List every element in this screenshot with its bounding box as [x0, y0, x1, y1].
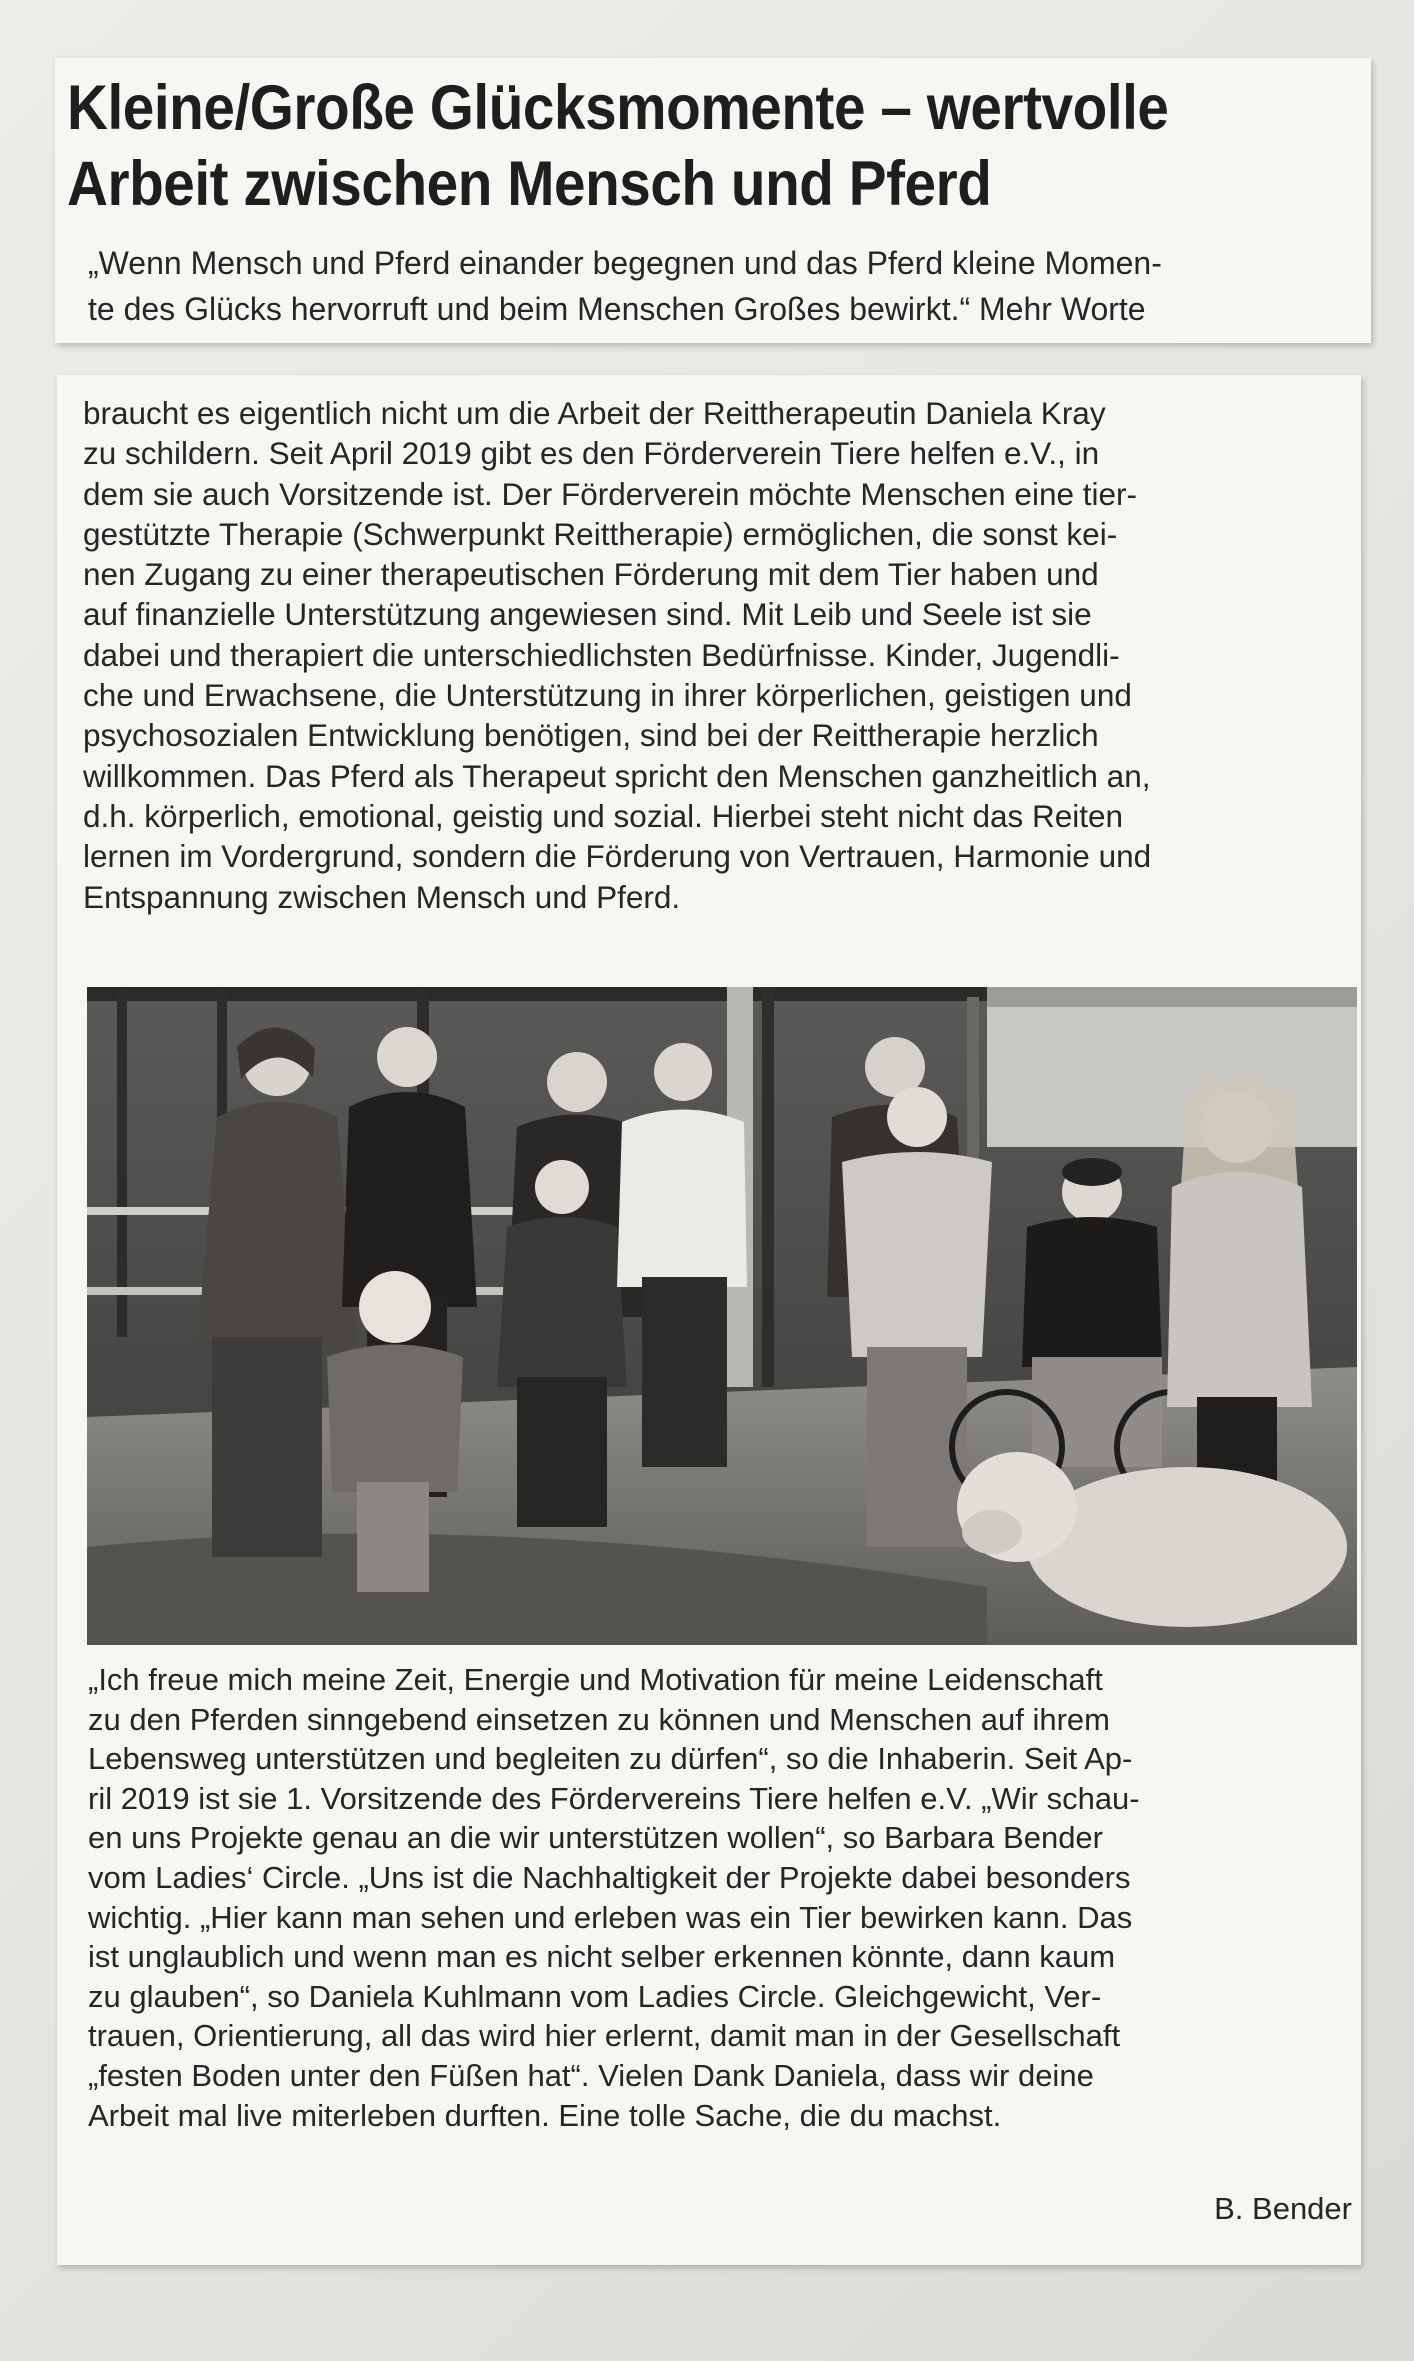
article-body-part-1 [83, 393, 1353, 917]
body-line: willkommen. Das Pferd als Therapeut spricht den Menschen ganzheitlich an, [83, 757, 1151, 794]
body-line: lernen im Vordergrund, sondern die Förderung von Vertrauen, Harmonie und [83, 838, 1152, 875]
body-line: ist unglaublich und wenn man es nicht selber erkennen könnte, dann kaum [88, 1939, 1116, 1975]
body-line: zu den Pferden sinngebend einsetzen zu können und Menschen auf ihrem [88, 1701, 1110, 1737]
body-line: dabei und therapiert die unterschiedlichsten Bedürfnisse. Kinder, Jugendli- [83, 636, 1120, 673]
article-intro [88, 240, 1350, 332]
body-line: auf finanzielle Unterstützung angewiesen sind. Mit Leib und Seele ist sie [83, 596, 1092, 633]
body-line: che und Erwachsene, die Unterstützung in ihrer körperlichen, geistigen und [83, 677, 1132, 714]
intro-line: te des Glücks hervorruft und beim Menschen Großes bewirkt.“ Mehr Worte [88, 291, 1146, 327]
author-signature: B. Bender [1214, 2191, 1352, 2226]
body-line: nen Zugang zu einer therapeutischen Förderung mit dem Tier haben und [83, 556, 1099, 593]
body-line: dem sie auch Vorsitzende ist. Der Förderverein möchte Menschen eine tier- [83, 475, 1137, 512]
body-line: wichtig. „Hier kann man sehen und erleben was ein Tier bewirken kann. Das [88, 1899, 1133, 1935]
article-headline [67, 70, 1219, 222]
body-line: Arbeit mal live miterleben durften. Eine tolle Sache, die du machst. [88, 2097, 1002, 2133]
body-line: d.h. körperlich, emotional, geistig und sozial. Hierbei steht nicht das Reiten [83, 797, 1124, 834]
intro-line: „Wenn Mensch und Pferd einander begegnen und das Pferd kleine Momen- [88, 245, 1162, 281]
body-line: Entspannung zwischen Mensch und Pferd. [83, 878, 681, 915]
headline-line-2: Arbeit zwischen Mensch und Pferd [67, 149, 992, 219]
body-line: en uns Projekte genau an die wir unterstützen wollen“, so Barbara Bender [88, 1820, 1103, 1856]
group-photo [87, 987, 1357, 1645]
body-line: zu glauben“, so Daniela Kuhlmann vom Ladies Circle. Gleichgewicht, Ver- [88, 1978, 1102, 2014]
article-body-part-2 [88, 1660, 1350, 2135]
body-line: ril 2019 ist sie 1. Vorsitzende des Fördervereins Tiere helfen e.V. „Wir schau- [88, 1780, 1140, 1816]
body-line: gestützte Therapie (Schwerpunkt Reittherapie) ermöglichen, die sonst kei- [83, 515, 1118, 552]
body-line: trauen, Orientierung, all das wird hier erlernt, damit man in der Gesellschaft [88, 2018, 1121, 2054]
body-line: vom Ladies‘ Circle. „Uns ist die Nachhaltigkeit der Projekte dabei besonders [88, 1859, 1131, 1895]
body-line: „Ich freue mich meine Zeit, Energie und Motivation für meine Leidenschaft [88, 1662, 1103, 1697]
body-line: zu schildern. Seit April 2019 gibt es den Förderverein Tiere helfen e.V., in [83, 435, 1100, 472]
body-line: „festen Boden unter den Füßen hat“. Vielen Dank Daniela, dass wir deine [88, 2057, 1094, 2093]
body-line: psychosozialen Entwicklung benötigen, sind bei der Reittherapie herzlich [83, 717, 1099, 754]
body-line: Lebensweg unterstützen und begleiten zu dürfen“, so die Inhaberin. Seit Ap- [88, 1741, 1133, 1777]
headline-line-1: Kleine/Große Glücksmomente – wertvolle [67, 73, 1169, 143]
body-line: braucht es eigentlich nicht um die Arbeit der Reittherapeutin Daniela Kray [83, 395, 1106, 431]
